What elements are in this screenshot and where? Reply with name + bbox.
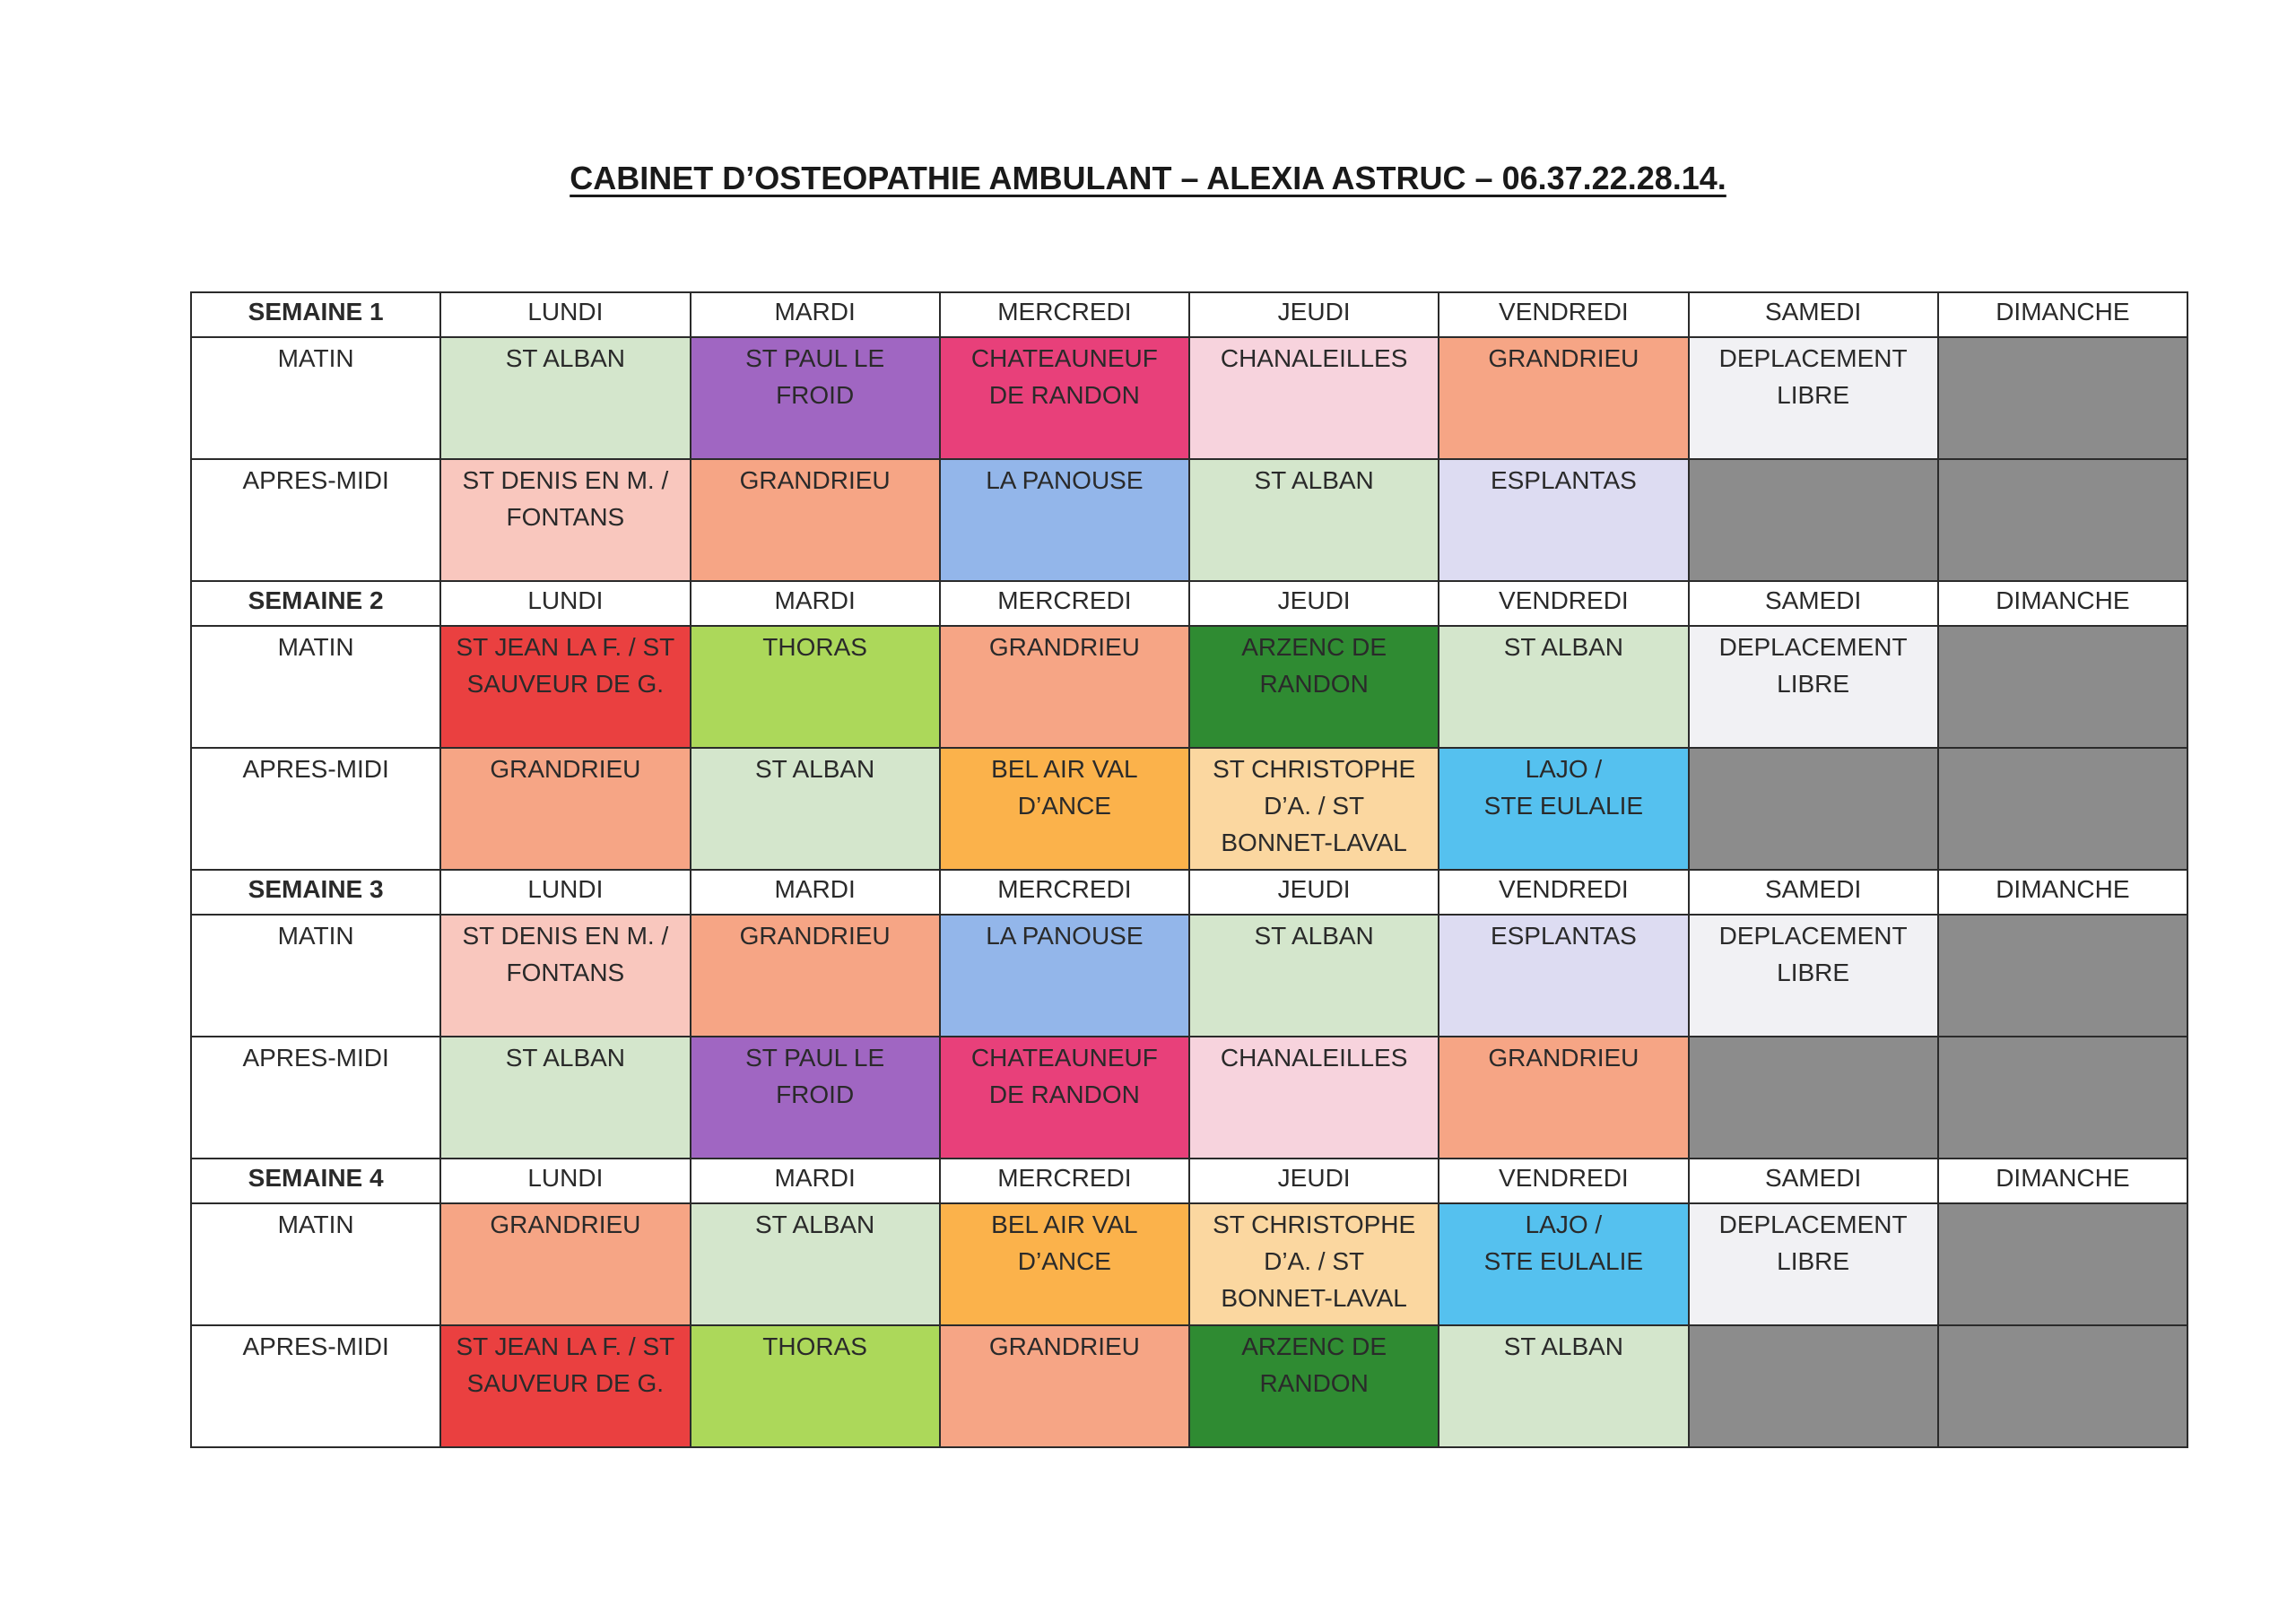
schedule-cell-mercredi <box>940 1203 1189 1325</box>
schedule-cell-mardi <box>691 748 940 870</box>
day-header-vendredi: VENDREDI <box>1439 1159 1688 1203</box>
afternoon-row <box>191 748 2187 870</box>
location-label: GRANDRIEU <box>739 922 891 950</box>
schedule-cell-lundi <box>440 626 690 748</box>
location-label: ST PAUL LE FROID <box>745 344 885 409</box>
schedule-cell-mercredi <box>940 1325 1189 1447</box>
period-label-text: MATIN <box>277 344 354 372</box>
schedule-cell-lundi <box>440 1037 690 1159</box>
location-label: ESPLANTAS <box>1490 922 1637 950</box>
week-label: SEMAINE 2 <box>191 581 440 626</box>
period-label <box>191 1037 440 1159</box>
schedule-cell-vendredi <box>1439 459 1688 581</box>
location-label: GRANDRIEU <box>490 755 641 783</box>
location-label: ST CHRISTOPHE D’A. / ST BONNET-LAVAL <box>1213 1211 1416 1312</box>
location-label: LAJO / STE EULALIE <box>1483 1211 1644 1275</box>
day-header-dimanche: DIMANCHE <box>1938 292 2187 337</box>
week-label: SEMAINE 3 <box>191 870 440 915</box>
afternoon-row <box>191 1037 2187 1159</box>
day-header-samedi: SAMEDI <box>1689 292 1938 337</box>
day-header-samedi: SAMEDI <box>1689 1159 1938 1203</box>
schedule-cell-lundi <box>440 915 690 1037</box>
schedule-cell-mercredi <box>940 337 1189 459</box>
location-label <box>1939 1037 2187 1039</box>
day-header-mardi: MARDI <box>691 581 940 626</box>
location-label: ST DENIS EN M. / FONTANS <box>462 466 669 531</box>
period-label-text: APRES-MIDI <box>242 466 389 494</box>
morning-row <box>191 626 2187 748</box>
day-header-samedi: SAMEDI <box>1689 870 1938 915</box>
location-label: CHATEAUNEUF DE RANDON <box>970 344 1158 409</box>
schedule-cell-dimanche <box>1938 1037 2187 1159</box>
location-label <box>1939 627 2187 629</box>
location-label: ST CHRISTOPHE D’A. / ST BONNET-LAVAL <box>1213 755 1416 856</box>
week-header-row <box>191 581 2187 626</box>
location-label <box>1690 460 1937 462</box>
day-header-lundi: LUNDI <box>440 581 690 626</box>
schedule-cell-mercredi <box>940 915 1189 1037</box>
period-label-text: MATIN <box>277 633 354 661</box>
location-label: DEPLACEMENT LIBRE <box>1718 922 1908 986</box>
period-label-text: APRES-MIDI <box>242 755 389 783</box>
schedule-cell-mercredi <box>940 1037 1189 1159</box>
day-header-mardi: MARDI <box>691 292 940 337</box>
location-label: BEL AIR VAL D’ANCE <box>991 1211 1138 1275</box>
schedule-cell-mercredi <box>940 626 1189 748</box>
location-label: ST ALBAN <box>1254 922 1374 950</box>
schedule-cell-mardi <box>691 626 940 748</box>
schedule-cell-jeudi <box>1189 915 1439 1037</box>
week-label: SEMAINE 1 <box>191 292 440 337</box>
location-label <box>1939 1204 2187 1206</box>
day-header-jeudi: JEUDI <box>1189 581 1439 626</box>
schedule-cell-jeudi <box>1189 1037 1439 1159</box>
afternoon-row <box>191 459 2187 581</box>
location-label: ARZENC DE RANDON <box>1241 633 1387 698</box>
location-label <box>1690 749 1937 751</box>
day-header-mercredi: MERCREDI <box>940 292 1189 337</box>
period-label-text: MATIN <box>277 1211 354 1238</box>
schedule-cell-vendredi <box>1439 1325 1688 1447</box>
schedule-cell-jeudi <box>1189 337 1439 459</box>
period-label <box>191 626 440 748</box>
location-label: ST ALBAN <box>754 755 875 783</box>
schedule-cell-jeudi <box>1189 1325 1439 1447</box>
morning-row <box>191 915 2187 1037</box>
page-title-text: CABINET D’OSTEOPATHIE AMBULANT – ALEXIA ASTRUC – 06.37.22.28.14. <box>570 160 1726 196</box>
location-label: ESPLANTAS <box>1490 466 1637 494</box>
afternoon-row <box>191 1325 2187 1447</box>
location-label <box>1939 749 2187 751</box>
schedule-cell-vendredi <box>1439 748 1688 870</box>
period-label-text: APRES-MIDI <box>242 1044 389 1072</box>
location-label <box>1939 1326 2187 1328</box>
day-header-dimanche: DIMANCHE <box>1938 870 2187 915</box>
schedule-cell-jeudi <box>1189 626 1439 748</box>
schedule-cell-samedi <box>1689 1325 1938 1447</box>
location-label: DEPLACEMENT LIBRE <box>1718 1211 1908 1275</box>
schedule-cell-samedi <box>1689 1203 1938 1325</box>
schedule-cell-samedi <box>1689 626 1938 748</box>
location-label: LA PANOUSE <box>986 466 1144 494</box>
schedule-cell-vendredi <box>1439 1037 1688 1159</box>
schedule-cell-mardi <box>691 1203 940 1325</box>
schedule-cell-samedi <box>1689 1037 1938 1159</box>
schedule-cell-vendredi <box>1439 626 1688 748</box>
day-header-jeudi: JEUDI <box>1189 1159 1439 1203</box>
period-label <box>191 915 440 1037</box>
schedule-cell-lundi <box>440 748 690 870</box>
day-header-mardi: MARDI <box>691 870 940 915</box>
schedule-cell-dimanche <box>1938 459 2187 581</box>
schedule-cell-mardi <box>691 459 940 581</box>
location-label: LA PANOUSE <box>986 922 1144 950</box>
schedule-cell-lundi <box>440 1325 690 1447</box>
schedule-cell-samedi <box>1689 915 1938 1037</box>
schedule-cell-mercredi <box>940 459 1189 581</box>
location-label: ARZENC DE RANDON <box>1241 1332 1387 1397</box>
schedule-cell-dimanche <box>1938 1325 2187 1447</box>
schedule-cell-dimanche <box>1938 337 2187 459</box>
schedule-cell-mardi <box>691 1325 940 1447</box>
location-label: ST ALBAN <box>1254 466 1374 494</box>
period-label <box>191 748 440 870</box>
schedule-body <box>191 292 2187 1447</box>
schedule-cell-dimanche <box>1938 626 2187 748</box>
schedule-cell-jeudi <box>1189 459 1439 581</box>
day-header-samedi: SAMEDI <box>1689 581 1938 626</box>
day-header-jeudi: JEUDI <box>1189 292 1439 337</box>
day-header-vendredi: VENDREDI <box>1439 292 1688 337</box>
period-label-text: APRES-MIDI <box>242 1332 389 1360</box>
day-header-dimanche: DIMANCHE <box>1938 581 2187 626</box>
period-label <box>191 1325 440 1447</box>
schedule-cell-lundi <box>440 337 690 459</box>
location-label: ST ALBAN <box>754 1211 875 1238</box>
location-label: ST PAUL LE FROID <box>745 1044 885 1108</box>
location-label <box>1690 1037 1937 1039</box>
schedule-cell-jeudi <box>1189 1203 1439 1325</box>
location-label: CHATEAUNEUF DE RANDON <box>970 1044 1158 1108</box>
day-header-lundi: LUNDI <box>440 870 690 915</box>
day-header-vendredi: VENDREDI <box>1439 870 1688 915</box>
schedule-cell-lundi <box>440 1203 690 1325</box>
day-header-jeudi: JEUDI <box>1189 870 1439 915</box>
week-header-row <box>191 292 2187 337</box>
location-label: ST ALBAN <box>505 1044 626 1072</box>
location-label: ST ALBAN <box>1503 633 1624 661</box>
location-label: ST ALBAN <box>505 344 626 372</box>
day-header-mercredi: MERCREDI <box>940 1159 1189 1203</box>
location-label: THORAS <box>762 633 867 661</box>
location-label: GRANDRIEU <box>1488 344 1639 372</box>
schedule-cell-mercredi <box>940 748 1189 870</box>
location-label <box>1939 460 2187 462</box>
period-label <box>191 459 440 581</box>
location-label <box>1939 338 2187 340</box>
schedule-cell-mardi <box>691 337 940 459</box>
morning-row <box>191 337 2187 459</box>
page-title <box>0 160 2296 197</box>
day-header-lundi: LUNDI <box>440 292 690 337</box>
location-label: ST JEAN LA F. / ST SAUVEUR DE G. <box>456 1332 675 1397</box>
schedule-cell-samedi <box>1689 337 1938 459</box>
schedule-cell-dimanche <box>1938 915 2187 1037</box>
location-label <box>1939 916 2187 917</box>
schedule-cell-vendredi <box>1439 337 1688 459</box>
location-label: CHANALEILLES <box>1220 1044 1408 1072</box>
day-header-dimanche: DIMANCHE <box>1938 1159 2187 1203</box>
schedule-cell-vendredi <box>1439 1203 1688 1325</box>
day-header-lundi: LUNDI <box>440 1159 690 1203</box>
day-header-mercredi: MERCREDI <box>940 870 1189 915</box>
schedule-table <box>190 291 2188 1448</box>
schedule-cell-dimanche <box>1938 748 2187 870</box>
schedule-cell-mardi <box>691 1037 940 1159</box>
location-label: CHANALEILLES <box>1220 344 1408 372</box>
location-label: DEPLACEMENT LIBRE <box>1718 633 1908 698</box>
location-label: ST DENIS EN M. / FONTANS <box>462 922 669 986</box>
day-header-mercredi: MERCREDI <box>940 581 1189 626</box>
morning-row <box>191 1203 2187 1325</box>
location-label: GRANDRIEU <box>988 633 1140 661</box>
location-label: GRANDRIEU <box>988 1332 1140 1360</box>
schedule-cell-lundi <box>440 459 690 581</box>
week-header-row <box>191 870 2187 915</box>
period-label-text: MATIN <box>277 922 354 950</box>
schedule-cell-samedi <box>1689 748 1938 870</box>
schedule-cell-jeudi <box>1189 748 1439 870</box>
location-label: THORAS <box>762 1332 867 1360</box>
week-label: SEMAINE 4 <box>191 1159 440 1203</box>
location-label: BEL AIR VAL D’ANCE <box>991 755 1138 820</box>
period-label <box>191 1203 440 1325</box>
week-header-row <box>191 1159 2187 1203</box>
schedule-cell-mardi <box>691 915 940 1037</box>
day-header-mardi: MARDI <box>691 1159 940 1203</box>
location-label: GRANDRIEU <box>490 1211 641 1238</box>
location-label: GRANDRIEU <box>1488 1044 1639 1072</box>
period-label <box>191 337 440 459</box>
schedule-cell-samedi <box>1689 459 1938 581</box>
schedule-cell-dimanche <box>1938 1203 2187 1325</box>
schedule-cell-vendredi <box>1439 915 1688 1037</box>
location-label: DEPLACEMENT LIBRE <box>1718 344 1908 409</box>
location-label: LAJO / STE EULALIE <box>1483 755 1644 820</box>
location-label <box>1690 1326 1937 1328</box>
location-label: ST JEAN LA F. / ST SAUVEUR DE G. <box>456 633 675 698</box>
day-header-vendredi: VENDREDI <box>1439 581 1688 626</box>
location-label: GRANDRIEU <box>739 466 891 494</box>
location-label: ST ALBAN <box>1503 1332 1624 1360</box>
